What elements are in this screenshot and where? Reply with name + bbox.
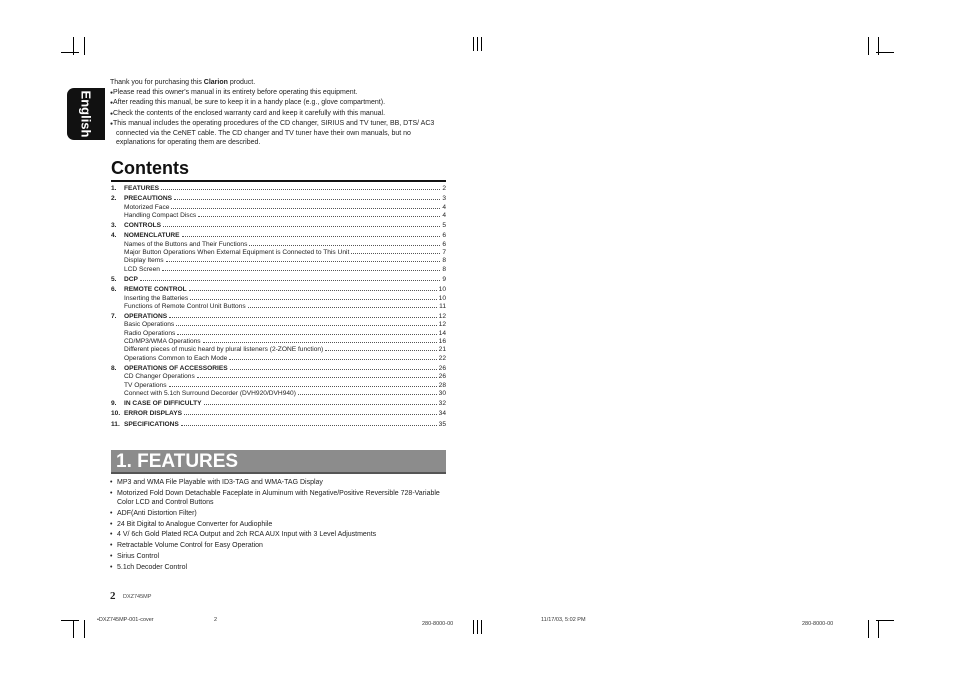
toc-entry-page: 28 xyxy=(438,381,446,389)
toc-entry xyxy=(111,184,446,192)
toc-entry xyxy=(111,354,446,362)
toc-entry xyxy=(111,203,446,211)
toc-leader-dots xyxy=(197,372,437,378)
toc-entry xyxy=(111,194,446,202)
toc-leader-dots xyxy=(176,320,436,326)
bullet-icon: • xyxy=(110,489,113,497)
toc-entry xyxy=(111,381,446,389)
toc-leader-dots xyxy=(162,265,440,271)
toc-entry-page: 5 xyxy=(442,222,446,230)
toc-leader-dots xyxy=(325,345,436,351)
toc-leader-dots xyxy=(203,337,437,343)
toc-entry-page: 21 xyxy=(438,346,446,354)
feature-text: Motorized Fold Down Detachable Faceplate in Aluminum with Negative/Positive Reversible 728-Variable Color LCD and Control Buttons xyxy=(117,489,440,507)
toc-entry-title: Radio Operations xyxy=(124,329,176,337)
toc-entry-title: PRECAUTIONS xyxy=(124,195,172,203)
bullet-icon: • xyxy=(110,542,113,550)
toc-entry-title: Different pieces of music heard by plural listeners (2-ZONE function) xyxy=(124,346,324,354)
features-title: 1. FEATURES xyxy=(116,451,239,472)
toc-leader-dots xyxy=(169,381,437,387)
toc-entry-number: 3. xyxy=(111,222,117,230)
toc-entry-title: OPERATIONS xyxy=(124,313,168,321)
toc-entry xyxy=(111,265,446,273)
toc-entry-page: 22 xyxy=(438,354,446,362)
page-number: 2 xyxy=(110,590,116,602)
toc-entry-number: 5. xyxy=(111,275,117,283)
toc-entry-number: 2. xyxy=(111,195,117,203)
toc-entry-title: IN CASE OF DIFFICULTY xyxy=(124,400,202,408)
features-list xyxy=(110,478,448,574)
toc-entry-page: 2 xyxy=(442,185,446,192)
bullet-icon: • xyxy=(110,509,113,517)
toc-entry xyxy=(111,345,446,353)
feature-item xyxy=(110,489,448,508)
bullet-icon: ● xyxy=(110,90,114,97)
toc-entry-title: Motorized Face xyxy=(124,203,170,211)
table-of-contents xyxy=(111,184,446,428)
part-code-right: 280-8000-00 xyxy=(802,621,834,627)
toc-entry xyxy=(111,221,446,229)
toc-entry-page: 34 xyxy=(438,410,446,418)
language-tab-label: English xyxy=(78,90,94,138)
toc-entry xyxy=(111,231,446,239)
toc-entry-number: 6. xyxy=(111,286,117,294)
toc-leader-dots xyxy=(229,354,436,360)
toc-entry-number: 10. xyxy=(111,410,121,418)
feature-text: Retractable Volume Control for Easy Operation xyxy=(117,542,263,550)
toc-entry-title: CONTROLS xyxy=(124,222,161,230)
toc-entry-title: FEATURES xyxy=(124,185,160,192)
toc-entry xyxy=(111,285,446,293)
toc-entry-page: 26 xyxy=(438,364,446,372)
feature-text: ADF(Anti Distortion Filter) xyxy=(117,509,197,517)
toc-entry-page: 32 xyxy=(438,400,446,408)
toc-entry-page: 11 xyxy=(439,302,446,310)
toc-leader-dots xyxy=(184,409,437,415)
toc-entry-page: 16 xyxy=(438,338,446,346)
toc-entry-title: REMOTE CONTROL xyxy=(124,286,187,294)
toc-entry-title: Basic Operations xyxy=(124,321,175,329)
language-tab xyxy=(67,88,105,140)
toc-entry-title: NOMENCLATURE xyxy=(124,232,180,240)
toc-entry-number: 1. xyxy=(111,185,117,192)
feature-item xyxy=(110,520,448,529)
toc-entry-title: Names of the Buttons and Their Functions xyxy=(124,240,248,248)
intro-thanks: Thank you for purchasing this Clarion product. xyxy=(110,79,256,86)
toc-leader-dots xyxy=(181,420,437,426)
toc-entry xyxy=(111,372,446,380)
toc-entry-number: 9. xyxy=(111,400,117,408)
bullet-icon: • xyxy=(110,563,113,571)
toc-entry-page: 12 xyxy=(438,313,446,321)
toc-entry-title: Functions of Remote Control Unit Buttons xyxy=(124,302,246,310)
toc-leader-dots xyxy=(230,364,437,370)
toc-entry-title: SPECIFICATIONS xyxy=(124,420,179,428)
toc-leader-dots xyxy=(177,329,436,335)
toc-leader-dots xyxy=(198,211,440,217)
toc-entry-number: 4. xyxy=(111,232,117,240)
bullet-icon: • xyxy=(110,479,113,486)
bullet-icon: ● xyxy=(110,100,114,107)
toc-entry xyxy=(111,302,446,310)
sheet-number: 2 xyxy=(214,617,218,623)
toc-entry xyxy=(111,389,446,397)
toc-entry-title: DCP xyxy=(124,275,138,283)
toc-entry-page: 3 xyxy=(442,195,446,203)
toc-entry-title: TV Operations xyxy=(124,381,167,389)
feature-item xyxy=(110,509,448,518)
feature-item xyxy=(110,563,448,572)
toc-leader-dots xyxy=(169,312,437,318)
intro-bullet: ●This manual includes the operating procedures of the CD changer, SIRIUS and TV tuner, BB, DTS/ AC3 connected via the CeNET cable. The CD changer and TV tuner have their own manuals, but no explanations for operating them are described. xyxy=(110,119,435,147)
intro-bullet: ●After reading this manual, be sure to keep it in a handy place (e.g., glove compartment). xyxy=(110,99,386,107)
toc-entry-page: 6 xyxy=(442,240,446,248)
toc-entry-page: 9 xyxy=(442,275,446,283)
bullet-icon: • xyxy=(110,531,113,539)
toc-entry-page: 35 xyxy=(438,420,446,428)
toc-leader-dots xyxy=(248,302,437,308)
print-datetime: 11/17/03, 5:02 PM xyxy=(541,617,586,623)
file-name: •DXZ745MP-001-cover xyxy=(97,617,154,623)
toc-entry-page: 26 xyxy=(438,373,446,381)
toc-entry-number: 7. xyxy=(111,313,117,321)
toc-entry-page: 6 xyxy=(442,232,446,240)
toc-entry-page: 12 xyxy=(438,321,446,329)
feature-item xyxy=(110,552,448,561)
toc-leader-dots xyxy=(189,285,437,291)
bullet-icon: • xyxy=(110,553,113,561)
toc-entry xyxy=(111,337,446,345)
toc-leader-dots xyxy=(351,248,440,254)
toc-leader-dots xyxy=(174,194,440,200)
toc-entry xyxy=(111,256,446,264)
bullet-icon: ● xyxy=(110,110,114,117)
toc-leader-dots xyxy=(249,240,440,246)
toc-leader-dots xyxy=(190,294,437,300)
part-code-left: 280-8000-00 xyxy=(422,621,454,627)
feature-text: 5.1ch Decoder Control xyxy=(117,563,188,571)
toc-entry xyxy=(111,320,446,328)
toc-entry-title: LCD Screen xyxy=(124,265,160,273)
toc-leader-dots xyxy=(182,231,441,237)
toc-entry-title: Inserting the Batteries xyxy=(124,294,189,302)
contents-divider xyxy=(111,180,446,182)
toc-entry-page: 30 xyxy=(438,389,446,397)
toc-entry-page: 7 xyxy=(442,249,446,257)
intro-section xyxy=(110,78,450,147)
toc-entry-title: Handling Compact Discs xyxy=(124,211,197,219)
feature-item xyxy=(110,541,448,550)
feature-item xyxy=(110,478,448,487)
toc-leader-dots xyxy=(166,256,441,262)
toc-leader-dots xyxy=(161,184,440,190)
toc-entry xyxy=(111,312,446,320)
feature-text: Sirius Control xyxy=(117,553,160,561)
toc-leader-dots xyxy=(140,275,440,281)
toc-entry xyxy=(111,364,446,372)
toc-entry-title: Major Button Operations When External Equipment is Connected to This Unit xyxy=(124,249,350,257)
toc-entry-title: ERROR DISPLAYS xyxy=(124,410,183,418)
intro-bullet: ●Please read this owner's manual in its entirety before operating this equipment. xyxy=(110,89,358,97)
toc-entry xyxy=(111,211,446,219)
toc-entry-number: 11. xyxy=(111,420,120,428)
toc-entry xyxy=(111,409,446,417)
toc-entry-title: Operations Common to Each Mode xyxy=(124,354,228,362)
bullet-icon: • xyxy=(110,520,113,528)
toc-entry xyxy=(111,294,446,302)
toc-entry-page: 4 xyxy=(442,211,446,219)
intro-bullet: ●Check the contents of the enclosed warranty card and keep it carefully with this manual. xyxy=(110,109,386,117)
model-name: DXZ745MP xyxy=(123,594,152,600)
toc-entry xyxy=(111,420,446,428)
toc-leader-dots xyxy=(163,221,440,227)
toc-entry-title: OPERATIONS OF ACCESSORIES xyxy=(124,364,228,372)
brand-name: Clarion xyxy=(203,79,228,86)
toc-leader-dots xyxy=(204,399,437,405)
toc-leader-dots xyxy=(298,389,437,395)
toc-entry-title: CD Changer Operations xyxy=(124,373,195,381)
toc-entry-page: 4 xyxy=(442,203,446,211)
toc-leader-dots xyxy=(171,203,440,209)
feature-text: 4 V/ 6ch Gold Plated RCA Output and 2ch RCA AUX Input with 3 Level Adjustments xyxy=(117,531,377,539)
toc-entry xyxy=(111,240,446,248)
feature-text: 24 Bit Digital to Analogue Converter for Audiophile xyxy=(117,520,273,528)
contents-title: Contents xyxy=(111,158,189,178)
toc-entry-number: 8. xyxy=(111,364,117,372)
toc-entry-page: 8 xyxy=(442,257,446,265)
feature-text: MP3 and WMA File Playable with ID3-TAG and WMA-TAG Display xyxy=(117,479,323,486)
toc-entry xyxy=(111,248,446,256)
toc-entry-page: 14 xyxy=(438,329,446,337)
toc-entry-title: Connect with 5.1ch Surround Decorder (DVH920/DVH940) xyxy=(124,389,296,397)
toc-entry-page: 10 xyxy=(438,286,446,294)
toc-entry xyxy=(111,399,446,407)
toc-entry-title: Display Items xyxy=(124,257,164,265)
features-heading-banner xyxy=(111,450,446,474)
bullet-icon: ● xyxy=(110,120,114,127)
toc-entry-title: CD/MP3/WMA Operations xyxy=(124,338,201,346)
feature-item xyxy=(110,530,448,539)
toc-entry xyxy=(111,329,446,337)
toc-entry-page: 8 xyxy=(442,265,446,273)
toc-entry xyxy=(111,275,446,283)
toc-entry-page: 10 xyxy=(438,294,446,302)
